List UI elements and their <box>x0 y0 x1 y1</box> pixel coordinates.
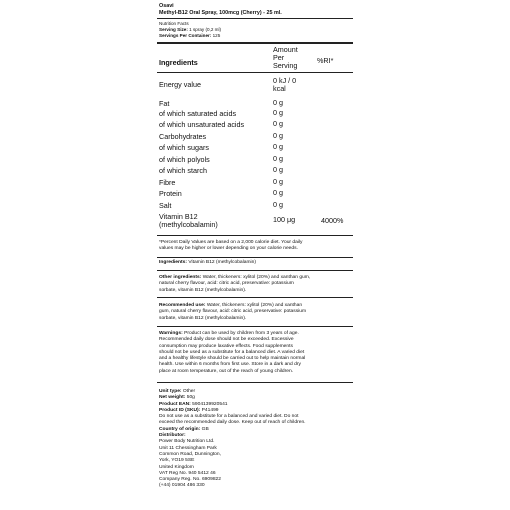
row-name: Fat <box>159 99 170 108</box>
col-ingredients-header: Ingredients <box>159 58 198 67</box>
warnings-line4: should not be used as a substitute for a balanced diet. A varied diet <box>159 349 305 355</box>
servings-per-container <box>159 33 220 38</box>
row-amount: 0 g <box>273 119 283 128</box>
row-amount: 0 g <box>273 188 283 197</box>
row-amount: 0 g <box>273 200 283 209</box>
row-name: of which polyols <box>159 155 210 164</box>
warnings-label: Warnings: <box>159 331 183 336</box>
serving-size <box>159 27 221 32</box>
product-details <box>159 389 306 490</box>
recommended-use-line1: Water, thickeners: xylitol (20%) and xanthan <box>206 303 303 308</box>
divider <box>157 18 353 19</box>
divider <box>157 326 353 327</box>
net-weight-value: 50g <box>186 395 195 401</box>
col-amount-line1: Amount <box>273 45 298 54</box>
row-amount: 0 g <box>273 98 283 107</box>
divider <box>157 297 353 298</box>
row-name-line2: (methylcobalamin) <box>159 220 218 230</box>
footnote <box>159 240 351 253</box>
row-amount <box>273 77 296 94</box>
address-line: VAT Reg No. 940 5412 46 <box>159 470 216 476</box>
warnings-line2: Recommended daily dose should not be exceeded. Excessive <box>159 337 294 343</box>
ean-label: Product EAN: <box>159 401 191 407</box>
divider <box>157 257 353 258</box>
address-line: Common Road, Dunnington, <box>159 451 221 457</box>
row-amount: 0 g <box>273 177 283 186</box>
row-amount: 0 g <box>273 131 283 140</box>
servings-value: 125 <box>212 33 221 38</box>
warnings-line6: health. Use within 6 months from first use. Store in a dark and dry <box>159 362 301 368</box>
sku-value: P41499 <box>201 407 219 413</box>
unit-type-label: Unit type: <box>159 389 182 394</box>
ingredients-text: Vitamin B12 (methylcobalamin) <box>188 260 256 265</box>
recommended-use-label: Recommended use: <box>159 303 206 308</box>
table-row <box>159 77 353 95</box>
warnings-line5: and a healthy lifestyle should be carried out to help maintain normal <box>159 356 306 362</box>
row-name: Energy value <box>159 80 201 89</box>
other-ingredients-section <box>159 275 351 294</box>
warnings-section <box>159 331 351 375</box>
address-line: Power Body Nutrition Ltd. <box>159 439 215 445</box>
row-name: of which starch <box>159 166 207 175</box>
origin-label: Country of origin: <box>159 426 201 432</box>
origin-value: GB <box>201 426 209 432</box>
divider-thick <box>157 42 353 44</box>
warnings-line3: consumption may produce laxative effects. Food supplements <box>159 343 293 349</box>
row-name: Carbohydrates <box>159 132 207 141</box>
row-ri: 4000% <box>321 216 344 225</box>
safety-note-line2: exceed the recommended daily dose. Keep out of reach of children. <box>159 420 306 426</box>
recommended-use-line3: sorbate, vitamin B12 (methylcobalamin). <box>159 315 247 321</box>
recommended-use-line2: gum, natural cherry flavour, acid: citric acid, preservative: potassium <box>159 309 307 315</box>
product-title: Methyl-B12 Oral Spray, 100mcg (Cherry) - 25 ml. <box>159 10 282 16</box>
ingredients-section <box>159 260 351 266</box>
serving-size-label: Serving Size: <box>159 27 188 32</box>
col-amount-line3: Serving <box>273 61 298 71</box>
other-ingredients-line2: natural cherry flavour, acid: citric acid, preservative: potassium <box>159 281 294 287</box>
serving-size-value: 1 spray (0,2 ml) <box>189 27 222 32</box>
address-line: Unit 11 Chessingham Park <box>159 445 217 451</box>
address-line <box>159 483 306 489</box>
warnings-line7: place at room temperature, out of the reach of young children. <box>159 368 294 374</box>
brand-name: Osavi <box>159 3 174 9</box>
divider <box>157 235 353 236</box>
other-ingredients-label: Other ingredients: <box>159 275 202 280</box>
recommended-use-section <box>159 303 351 322</box>
unit-type-value: Other <box>182 389 196 394</box>
row-amount: 0 g <box>273 142 283 151</box>
footnote-line2: values may be higher or lower depending on your calorie needs. <box>159 246 298 252</box>
row-amount: 0 g <box>273 165 283 174</box>
divider <box>157 72 353 73</box>
other-ingredients-line1: Water, thickeners: xylitol (20%) and xanthan gum, <box>202 275 311 280</box>
other-ingredients-line3: sorbate, vitamin B12 (methylcobalamin). <box>159 287 247 293</box>
row-name: of which sugars <box>159 143 209 152</box>
ingredients-label: Ingredients: <box>159 260 187 265</box>
row-name <box>159 213 218 230</box>
phone-number: +44) 01904 486 330 <box>160 483 205 489</box>
row-amount: 0 g <box>273 108 283 117</box>
table-row <box>159 213 353 231</box>
row-name: Fibre <box>159 178 176 187</box>
nutrition-facts-title: Nutrition Facts <box>159 21 189 26</box>
divider <box>157 270 353 271</box>
row-amount-line2: kcal <box>273 84 286 94</box>
servings-label: Servings Per Container: <box>159 33 212 38</box>
col-ri-header: %RI* <box>317 56 334 65</box>
distributor-label: Distributor: <box>159 433 186 439</box>
sku-label: Product ID (SKU): <box>159 407 201 413</box>
safety-note-line1: Do not use as a substitute for a balanced and varied diet. Do not <box>159 414 299 420</box>
footnote-line1: *Percent Daily Values are based on a 2,000 calorie diet. Your daily <box>159 240 303 245</box>
col-amount-line2: Per <box>273 53 285 63</box>
col-amount-header <box>273 46 313 71</box>
product-label-sheet <box>155 0 355 510</box>
row-name: of which unsaturated acids <box>159 120 245 129</box>
address-line: York, YO19 5SE <box>159 458 195 464</box>
row-name: Protein <box>159 189 182 198</box>
address-line: United Kingdom <box>159 464 194 470</box>
warnings-line1: Product can be used by children from 3 years of age. <box>184 331 299 336</box>
row-name-line1: Vitamin B12 <box>159 212 198 221</box>
ean-value: 5904139920541 <box>192 401 228 407</box>
address-line: Company Reg. No. 6909822 <box>159 477 221 483</box>
row-amount-line1: 0 kJ / 0 <box>273 76 297 85</box>
row-name: of which saturated acids <box>159 109 237 118</box>
row-amount: 100 μg <box>273 215 296 224</box>
phone-prefix: ( <box>159 483 161 489</box>
row-name: Salt <box>159 201 172 210</box>
row-amount: 0 g <box>273 154 283 163</box>
divider <box>157 382 353 383</box>
net-weight-label: Net weight: <box>159 395 186 401</box>
